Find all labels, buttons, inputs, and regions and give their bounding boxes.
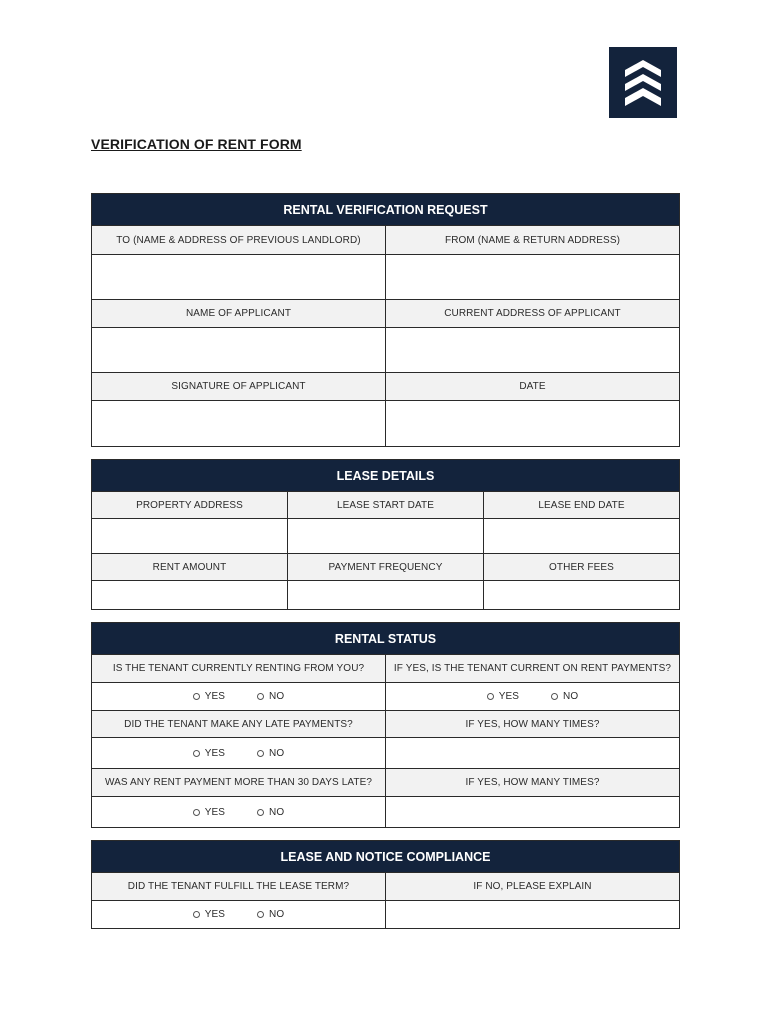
applicant-name-label: NAME OF APPLICANT: [92, 300, 386, 327]
to-landlord-label: TO (NAME & ADDRESS OF PREVIOUS LANDLORD): [92, 226, 386, 254]
rent-amount-field[interactable]: [92, 581, 288, 609]
rental-verification-section: [91, 193, 680, 447]
radio-icon: [257, 809, 264, 816]
yes-label: YES: [204, 691, 226, 702]
yes-label: YES: [204, 909, 226, 920]
lease-start-field[interactable]: [288, 519, 484, 553]
current-on-payments-label: IF YES, IS THE TENANT CURRENT ON RENT PAYMENTS?: [386, 655, 679, 682]
yes-label: YES: [498, 691, 520, 702]
yes-option[interactable]: [193, 807, 225, 818]
signature-field[interactable]: [92, 401, 386, 446]
lease-end-label: LEASE END DATE: [484, 492, 679, 518]
section-heading: RENTAL VERIFICATION REQUEST: [92, 194, 679, 226]
other-fees-field[interactable]: [484, 581, 679, 609]
date-label: DATE: [386, 373, 679, 400]
applicant-name-field[interactable]: [92, 328, 386, 372]
fulfill-term-label: DID THE TENANT FULFILL THE LEASE TERM?: [92, 873, 386, 900]
thirty-days-times-label: IF YES, HOW MANY TIMES?: [386, 769, 679, 796]
currently-renting-options: [92, 683, 386, 710]
no-label: NO: [563, 691, 579, 702]
no-option[interactable]: [257, 909, 284, 920]
payment-frequency-field[interactable]: [288, 581, 484, 609]
to-landlord-field[interactable]: [92, 255, 386, 299]
late-times-field[interactable]: [386, 738, 679, 768]
date-field[interactable]: [386, 401, 679, 446]
form-title: VERIFICATION OF RENT FORM: [91, 136, 302, 152]
current-on-payments-options: [386, 683, 679, 710]
no-option[interactable]: [257, 807, 284, 818]
yes-label: YES: [204, 806, 226, 818]
from-return-label: FROM (NAME & RETURN ADDRESS): [386, 226, 679, 254]
radio-icon: [193, 911, 200, 918]
lease-start-label: LEASE START DATE: [288, 492, 484, 518]
radio-icon: [193, 750, 200, 757]
compliance-section: [91, 840, 680, 929]
yes-option[interactable]: [193, 909, 225, 920]
payment-frequency-label: PAYMENT FREQUENCY: [288, 554, 484, 580]
radio-icon: [257, 911, 264, 918]
applicant-address-label: CURRENT ADDRESS OF APPLICANT: [386, 300, 679, 327]
yes-label: YES: [204, 747, 226, 759]
property-address-field[interactable]: [92, 519, 288, 553]
section-heading: LEASE DETAILS: [92, 460, 679, 492]
radio-icon: [487, 693, 494, 700]
late-payments-options: [92, 738, 386, 768]
lease-details-section: [91, 459, 680, 610]
explain-label: IF NO, PLEASE EXPLAIN: [386, 873, 679, 900]
thirty-days-times-field[interactable]: [386, 797, 679, 827]
other-fees-label: OTHER FEES: [484, 554, 679, 580]
applicant-address-field[interactable]: [386, 328, 679, 372]
no-label: NO: [269, 691, 285, 702]
radio-icon: [257, 693, 264, 700]
fulfill-term-options: [92, 901, 386, 928]
yes-option[interactable]: [487, 691, 519, 702]
explain-field[interactable]: [386, 901, 679, 928]
no-label: NO: [269, 909, 285, 920]
radio-icon: [257, 750, 264, 757]
rent-amount-label: RENT AMOUNT: [92, 554, 288, 580]
radio-icon: [551, 693, 558, 700]
from-return-field[interactable]: [386, 255, 679, 299]
currently-renting-label: IS THE TENANT CURRENTLY RENTING FROM YOU?: [92, 655, 386, 682]
radio-icon: [193, 693, 200, 700]
thirty-days-late-label: WAS ANY RENT PAYMENT MORE THAN 30 DAYS LATE?: [92, 769, 386, 796]
company-logo: [609, 47, 677, 118]
rental-status-section: [91, 622, 680, 828]
no-label: NO: [269, 747, 285, 759]
lease-end-field[interactable]: [484, 519, 679, 553]
no-option[interactable]: [551, 691, 578, 702]
no-option[interactable]: [257, 691, 284, 702]
late-times-label: IF YES, HOW MANY TIMES?: [386, 711, 679, 737]
yes-option[interactable]: [193, 748, 225, 759]
property-address-label: PROPERTY ADDRESS: [92, 492, 288, 518]
radio-icon: [193, 809, 200, 816]
chevron-up-logo-icon: [623, 58, 663, 108]
section-heading: RENTAL STATUS: [92, 623, 679, 655]
thirty-days-late-options: [92, 797, 386, 827]
yes-option[interactable]: [193, 691, 225, 702]
late-payments-label: DID THE TENANT MAKE ANY LATE PAYMENTS?: [92, 711, 386, 737]
section-heading: LEASE AND NOTICE COMPLIANCE: [92, 841, 679, 873]
signature-label: SIGNATURE OF APPLICANT: [92, 373, 386, 400]
no-option[interactable]: [257, 748, 284, 759]
no-label: NO: [269, 806, 285, 818]
